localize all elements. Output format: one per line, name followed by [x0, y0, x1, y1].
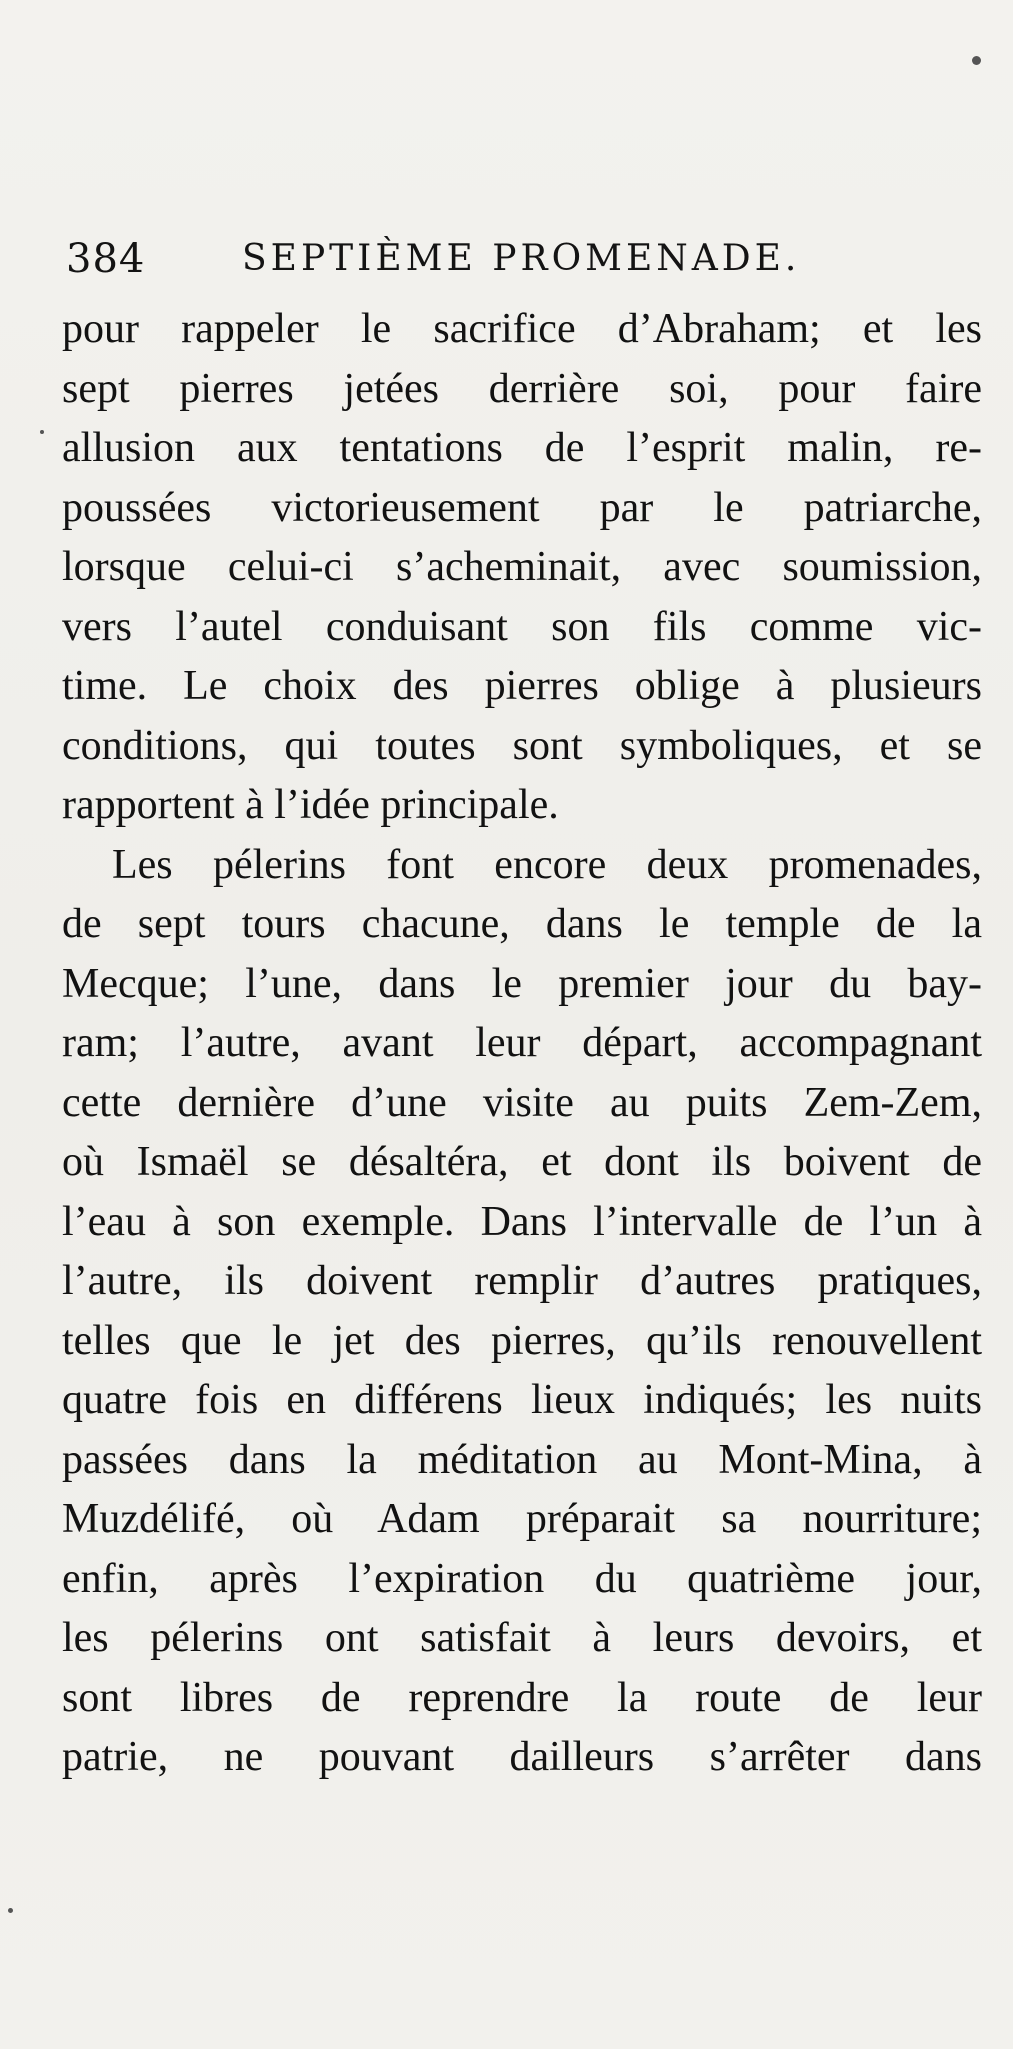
text-line: où Ismaël se désaltéra, et dont ils boivent de — [62, 1139, 982, 1185]
page-number: 384 — [66, 236, 146, 282]
paper-speck — [8, 1908, 13, 1913]
text-line: sont libres de reprendre la route de leur — [62, 1674, 982, 1721]
text-line: allusion aux tentations de l’esprit malin, re- — [62, 425, 982, 471]
text-line: les pélerins ont satisfait à leurs devoirs, et — [62, 1615, 982, 1661]
text-line: quatre fois en différens lieux indiqués; les nuits — [62, 1377, 982, 1423]
text-line: conditions, qui toutes sont symboliques, et se — [62, 722, 982, 769]
text-line: enfin, après l’expiration du quatrième jour, — [62, 1555, 982, 1602]
text-line: l’autre, ils doivent remplir d’autres pratiques, — [62, 1258, 982, 1304]
running-head: SEPTIÈME PROMENADE. — [242, 238, 801, 279]
paragraph — [62, 300, 982, 836]
text-line: vers l’autel conduisant son fils comme vic- — [62, 603, 982, 650]
text-line: l’eau à son exemple. Dans l’intervalle de l’un à — [62, 1198, 982, 1245]
text-line: patrie, ne pouvant dailleurs s’arrêter dans — [62, 1734, 982, 1780]
text-line: sept pierres jetées derrière soi, pour faire — [62, 365, 982, 412]
text-line: lorsque celui-ci s’acheminait, avec soumission, — [62, 544, 982, 590]
text-line: Mecque; l’une, dans le premier jour du bay- — [62, 960, 982, 1007]
text-line: rapportent à l’idée principale. — [62, 782, 559, 828]
text-line: telles que le jet des pierres, qu’ils renouvellent — [62, 1317, 982, 1364]
body-text — [62, 300, 982, 1788]
paper-speck — [40, 430, 44, 434]
text-line: Muzdélifé, où Adam préparait sa nourriture; — [62, 1496, 982, 1542]
text-line: ram; l’autre, avant leur départ, accompagnant — [62, 1020, 982, 1066]
text-line: passées dans la méditation au Mont-Mina, à — [62, 1436, 982, 1483]
text-line: Les pélerins font encore deux promenades, — [112, 841, 982, 888]
paper-speck — [972, 56, 981, 65]
paragraph — [62, 836, 982, 1788]
text-line: pour rappeler le sacrifice d’Abraham; et les — [62, 306, 982, 352]
page-header — [66, 236, 946, 296]
text-line: time. Le choix des pierres oblige à plusieurs — [62, 663, 982, 709]
text-line: cette dernière d’une visite au puits Zem-Zem, — [62, 1079, 982, 1126]
text-line: poussées victorieusement par le patriarche, — [62, 484, 982, 531]
text-line: de sept tours chacune, dans le temple de la — [62, 901, 982, 947]
